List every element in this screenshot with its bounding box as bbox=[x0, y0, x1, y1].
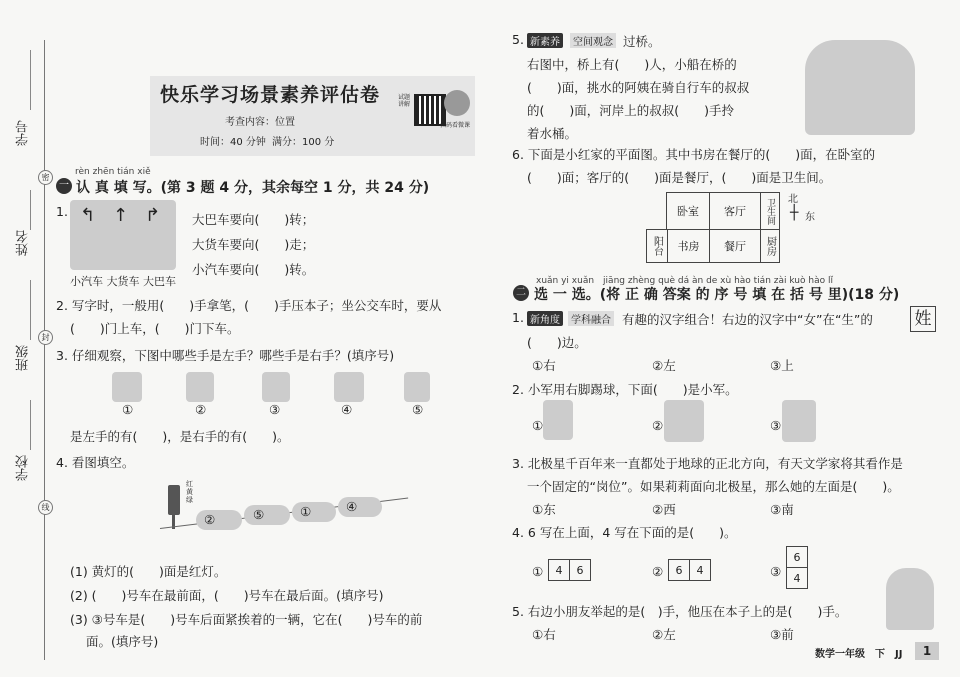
car-label-5: ⑤ bbox=[253, 507, 265, 522]
logo-text: 扫码看微课 bbox=[440, 122, 471, 129]
seal-mi: 密 bbox=[38, 170, 53, 185]
seal-feng: 封 bbox=[38, 330, 53, 345]
car-label-1: ① bbox=[300, 504, 312, 519]
hand-label-3: ③ bbox=[269, 402, 281, 417]
compass-east: 东 bbox=[805, 212, 815, 223]
s3-line-2: 一个固定的“岗位”。如果莉莉面向北极星，那么她的左面是( )。 bbox=[527, 479, 900, 494]
room-living: 客厅 bbox=[709, 192, 761, 230]
car-label-4: ④ bbox=[346, 499, 358, 514]
room-dining: 餐厅 bbox=[709, 229, 761, 263]
exam-score: 满分：100 分 bbox=[272, 137, 335, 148]
hand-5-image bbox=[404, 372, 430, 402]
q6-line-1: 6. 下面是小红家的平面图。其中书房在餐厅的( )面，在卧室的 bbox=[512, 147, 876, 162]
traffic-light-label: 红黄绿 bbox=[186, 480, 193, 504]
page-number: 1 bbox=[915, 642, 939, 660]
q1-captions: 小汽车 大货车 大巴车 bbox=[70, 275, 176, 288]
exam-time: 时间：40 分钟 bbox=[200, 137, 266, 148]
hand-4-image bbox=[334, 372, 364, 402]
q2-line-1: 2. 写字时，一般用( )手拿笔，( )手压本子；坐公交车时，要从 bbox=[56, 298, 442, 313]
label-student-id: 学号 bbox=[16, 120, 31, 146]
q5-line-4: 着水桶。 bbox=[527, 126, 578, 141]
school-line[interactable] bbox=[30, 400, 31, 450]
q5-title: 过桥。 bbox=[623, 34, 661, 49]
room-bath: 卫生间 bbox=[760, 192, 780, 230]
compass-north: 北 bbox=[788, 194, 798, 205]
car-label-2: ② bbox=[204, 512, 216, 527]
car-1-image bbox=[292, 502, 336, 522]
traffic-light-icon bbox=[168, 485, 180, 515]
s1-opt-2[interactable]: ②左 bbox=[652, 358, 676, 373]
section1-pinyin: rèn zhēn tián xiě bbox=[75, 167, 151, 177]
hand-label-5: ⑤ bbox=[412, 402, 424, 417]
s2-opt-3[interactable]: ③ bbox=[770, 418, 782, 433]
q1-number: 1. bbox=[56, 204, 68, 219]
room-kitchen: 厨房 bbox=[760, 229, 780, 263]
s3-opt-2[interactable]: ②西 bbox=[652, 502, 676, 517]
footer-text: 数学一年级 下 JJ bbox=[815, 649, 903, 660]
q4-sub-2: (2) ( )号车在最前面，( )号车在最后面。(填序号) bbox=[70, 588, 384, 603]
qr-label: 试题讲解 bbox=[398, 94, 411, 108]
seal-xian: 线 bbox=[38, 500, 53, 515]
q6-line-2: ( )面；客厅的( )面是餐厅，( )面是卫生间。 bbox=[527, 170, 832, 185]
page-title: 快乐学习场景素养评估卷 bbox=[159, 84, 380, 106]
q2-line-2: ( )门上车，( )门下车。 bbox=[70, 321, 240, 336]
q4-question: 4. 看图填空。 bbox=[56, 455, 135, 470]
s1-line-2: ( )边。 bbox=[527, 335, 587, 350]
q3-answer-line: 是左手的有( )，是右手的有( )。 bbox=[70, 429, 290, 444]
section2-badge: 二 bbox=[513, 285, 529, 301]
s5-opt-3[interactable]: ③前 bbox=[770, 627, 794, 642]
student-id-line[interactable] bbox=[30, 50, 31, 110]
q3-question: 3. 仔细观察，下图中哪些手是左手？哪些手是右手？(填序号) bbox=[56, 348, 395, 363]
room-balcony: 阳台 bbox=[646, 229, 668, 263]
s5-opt-1[interactable]: ①右 bbox=[532, 627, 556, 642]
s4-opt-3-bottom: 4 bbox=[786, 567, 808, 589]
q5-line-2: ( )面，挑水的阿姨在骑自行车的叔叔 bbox=[527, 80, 750, 95]
q5-tag-new: 新素养 bbox=[527, 33, 563, 48]
binding-line bbox=[44, 40, 45, 660]
room-study: 书房 bbox=[667, 229, 710, 263]
boy-kick-2-image bbox=[664, 400, 704, 442]
section1-title: 认 真 填 写。(第 3 题 4 分，其余每空 1 分，共 24 分) bbox=[76, 180, 430, 196]
s1-opt-3[interactable]: ③上 bbox=[770, 358, 794, 373]
s4-opt-1-label[interactable]: ① bbox=[532, 564, 544, 579]
car-2-image bbox=[196, 510, 242, 530]
turn-right-icon: ↱ bbox=[145, 205, 161, 226]
hand-2-image bbox=[186, 372, 214, 402]
section1-badge: 一 bbox=[56, 178, 72, 194]
q4-sub-1: (1) 黄灯的( )面是红灯。 bbox=[70, 564, 227, 579]
s4-opt-1-right: 6 bbox=[569, 559, 591, 581]
s1-line-1: 有趣的汉字组合！右边的汉字中“女”在“生”的 bbox=[622, 312, 873, 327]
s4-opt-2-left: 6 bbox=[668, 559, 690, 581]
car-5-image bbox=[244, 505, 290, 525]
q4-sub-3-cont: 面。(填序号) bbox=[86, 634, 159, 649]
s3-opt-3[interactable]: ③南 bbox=[770, 502, 794, 517]
s2-opt-1[interactable]: ① bbox=[532, 418, 544, 433]
label-name: 姓名 bbox=[16, 230, 31, 256]
q5-tag-space: 空间观念 bbox=[570, 33, 616, 48]
s1-number: 1. bbox=[512, 310, 524, 325]
s1-tag-new: 新角度 bbox=[527, 311, 563, 326]
compass-icon: ┼ bbox=[790, 205, 799, 221]
hand-label-4: ④ bbox=[341, 402, 353, 417]
s2-opt-2[interactable]: ② bbox=[652, 418, 664, 433]
mascot-icon bbox=[444, 90, 470, 116]
s4-opt-1-left: 4 bbox=[548, 559, 570, 581]
room-bedroom: 卧室 bbox=[666, 192, 710, 230]
s3-opt-1[interactable]: ①东 bbox=[532, 502, 556, 517]
q1-line-3: 小汽车要向( )转。 bbox=[192, 262, 315, 277]
q1-line-2: 大货车要向( )走； bbox=[192, 237, 315, 252]
turn-left-icon: ↰ bbox=[80, 205, 96, 226]
s4-opt-3-top: 6 bbox=[786, 546, 808, 568]
s4-opt-2-right: 4 bbox=[689, 559, 711, 581]
s4-question: 4. 6 写在上面，4 写在下面的是( )。 bbox=[512, 525, 737, 540]
q5-line-3: 的( )面，河岸上的叔叔( )手拎 bbox=[527, 103, 735, 118]
s5-question: 5. 右边小朋友举起的是( )手，他压在本子上的是( )手。 bbox=[512, 604, 848, 619]
hand-1-image bbox=[112, 372, 142, 402]
section2-pinyin: xuǎn yi xuǎn jiāng zhèng què dá àn de xù hào tián zài kuò hào lǐ bbox=[536, 276, 833, 286]
label-school: 学校 bbox=[16, 455, 31, 481]
s1-char-box: 姓 bbox=[910, 306, 936, 332]
boy-raising-hand-image bbox=[886, 568, 934, 630]
s4-opt-2-label[interactable]: ② bbox=[652, 564, 664, 579]
s5-opt-2[interactable]: ②左 bbox=[652, 627, 676, 642]
label-class: 班级 bbox=[16, 345, 31, 371]
q1-line-1: 大巴车要向( )转； bbox=[192, 212, 315, 227]
hand-label-1: ① bbox=[122, 402, 134, 417]
q5-number: 5. bbox=[512, 32, 524, 47]
s3-line-1: 3. 北极星千百年来一直都处于地球的正北方向，有天文学家将其看作是 bbox=[512, 456, 903, 471]
name-line[interactable] bbox=[30, 190, 31, 230]
boy-kick-1-image bbox=[543, 400, 573, 440]
s1-opt-1[interactable]: ①右 bbox=[532, 358, 556, 373]
s4-opt-3-label[interactable]: ③ bbox=[770, 564, 782, 579]
bridge-scene-image bbox=[805, 40, 915, 135]
q5-line-1: 右图中，桥上有( )人，小船在桥的 bbox=[527, 57, 737, 72]
q4-sub-3: (3) ③号车是( )号车后面紧挨着的一辆，它在( )号车的前 bbox=[70, 612, 423, 627]
hand-3-image bbox=[262, 372, 290, 402]
exam-content: 考查内容：位置 bbox=[225, 117, 295, 128]
section2-title: 选 一 选。(将 正 确 答案 的 序 号 填 在 括 号 里)(18 分) bbox=[534, 287, 900, 303]
hand-label-2: ② bbox=[195, 402, 207, 417]
s2-question: 2. 小军用右脚踢球，下面( )是小军。 bbox=[512, 382, 738, 397]
s1-tag-subject: 学科融合 bbox=[568, 311, 614, 326]
car-4-image bbox=[338, 497, 382, 517]
straight-icon: ↑ bbox=[113, 205, 129, 226]
boy-kick-3-image bbox=[782, 400, 816, 442]
class-line[interactable] bbox=[30, 280, 31, 340]
